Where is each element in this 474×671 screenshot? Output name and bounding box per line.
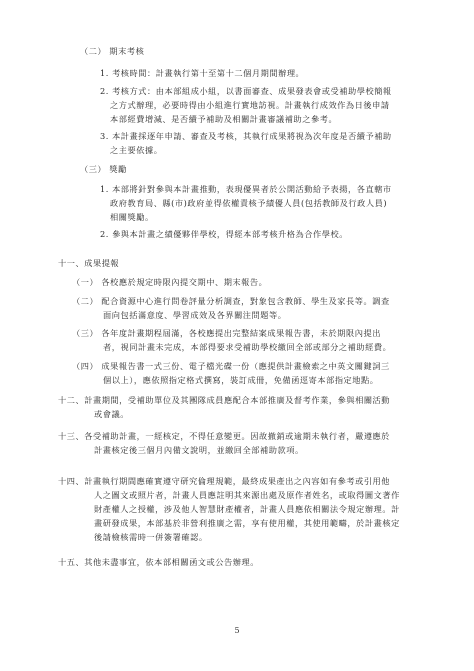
item-11-4-cont: 個以上），應依照指定格式撰寫，裝訂成冊，免備函逕寄本部指定地點。	[103, 375, 379, 385]
item-11-3: （三） 各年度計畫期程屆滿，各校應提出完整結案成果報告書，未於期限內提出	[72, 328, 381, 338]
item-11-2-cont: 面向包括滿意度、學習成效及各界關注問題等。	[103, 310, 287, 320]
section-14-cont1: 人之圖文或照片者，計畫人員應註明其來源出處及原作者姓名，或取得圖文著作	[94, 490, 400, 500]
item-2-1: 1. 考核時間：計畫執行第十至第十二個月期間辦理。	[100, 68, 305, 78]
item-3-1-cont1: 政府教育局、縣(市)政府並得依權責核予績優人員(包括教師及行政人員)	[110, 198, 388, 208]
item-11-4: （四） 成果報告書一式三份、電子檔光碟一份（應提供計畫檢索之中英文關鍵詞三	[72, 361, 390, 371]
item-3-1-cont2: 相關獎勵。	[110, 212, 154, 222]
section-14-cont3: 畫研發成果，本部基於非營利推廣之需，享有使用權，其使用範疇，於計畫核定	[94, 518, 400, 528]
section-14: 十四、計畫執行期間應確實遵守研究倫理規範，最終成果產出之內容如有參考或引用他	[58, 476, 391, 486]
item-2-3-cont: 之主要依據。	[110, 145, 163, 155]
item-11-2: （二） 配合資源中心進行問卷評量分析調查，對象包含教師、學生及家長等。調查	[72, 296, 390, 306]
item-2-2: 2. 考核方式：由本部組成小組，以書面審查、成果發表會或受補助學校簡報	[100, 86, 392, 96]
item-2-2-cont2: 本部經費增減、是否續予補助及相關計畫審議補助之參考。	[110, 114, 338, 124]
section-11-heading: 十一、成果提報	[58, 258, 120, 268]
section-3-heading: （三） 獎勵	[80, 164, 127, 174]
section-12: 十二、計畫期間，受補助單位及其團隊成員應配合本部推廣及督考作業，參與相關活動	[58, 395, 391, 405]
section-2-heading: （二） 期末考核	[80, 46, 145, 56]
page-number: 5	[234, 626, 240, 635]
section-15: 十五、其他未盡事宜，依本部相關函文或公告辦理。	[58, 557, 259, 567]
item-11-3-cont: 者，視同計畫未完成，本部得要求受補助學校繳回全部或部分之補助經費。	[103, 342, 392, 352]
section-13-cont: 計畫核定後三個月內備文說明，並繳回全部補助款項。	[94, 445, 304, 455]
item-3-1: 1. 本部將針對參與本計畫推動，表現優異者於公開活動給予表揚，各直轄市	[100, 184, 392, 194]
item-11-1: （一） 各校應於規定時限內提交期中、期末報告。	[72, 277, 268, 287]
section-14-cont2: 財產權人之授權，涉及他人智慧財產權者，計畫人員應依相關法令規定辦理。計	[94, 504, 400, 514]
item-2-2-cont1: 之方式辦理，必要時得由小組進行實地訪視。計畫執行成效作為日後申請	[110, 100, 390, 110]
item-3-2: 2. 參與本計畫之績優夥伴學校，得經本部考核升格為合作學校。	[100, 229, 348, 239]
section-12-cont: 或會議。	[94, 409, 129, 419]
item-2-3: 3. 本計畫採逐年申請、審查及考核，其執行成果將視為次年度是否續予補助	[100, 131, 392, 141]
section-14-cont4: 後請檢核需時一併簽署確認。	[94, 532, 208, 542]
section-13: 十三、各受補助計畫，一經核定，不得任意變更。因故撤銷或逾期未執行者，嚴遵應於	[58, 431, 391, 441]
